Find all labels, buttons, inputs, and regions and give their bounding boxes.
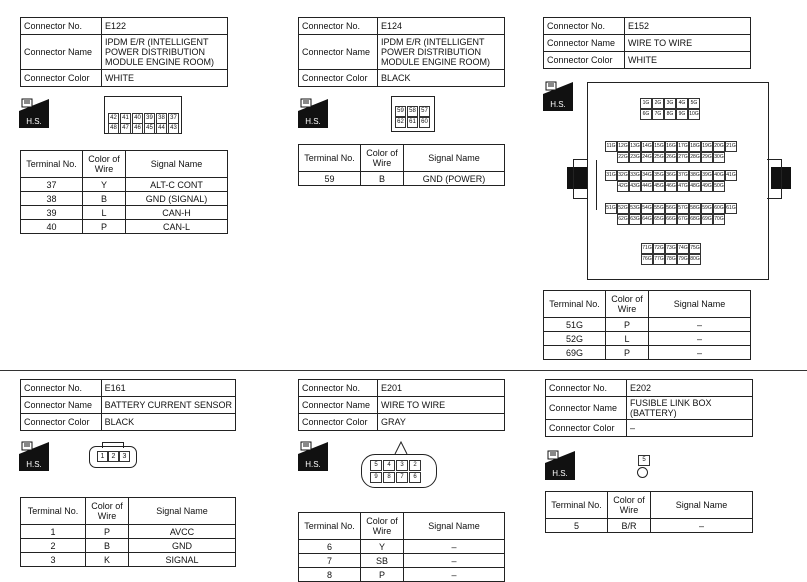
wire-cell: B/R: [608, 519, 651, 533]
hs-label: H.S.: [552, 469, 568, 478]
pin: 41: [120, 113, 131, 124]
connector-name-value: FUSIBLE LINK BOX (BATTERY): [627, 397, 753, 420]
wire-cell: P: [606, 346, 649, 360]
pin: 42G: [617, 181, 629, 192]
pin: 22G: [617, 152, 629, 163]
connector-e122-face: [104, 96, 182, 134]
connector-e202-signal-table: [545, 491, 753, 533]
pin: 1G: [640, 98, 652, 109]
pin: 34G: [641, 170, 653, 181]
pin: 49G: [701, 181, 713, 192]
wire-cell: B: [361, 172, 404, 186]
pin: 38G: [689, 170, 701, 181]
wire-color-header: Color of Wire: [608, 492, 651, 519]
terminal-no-header: Terminal No.: [299, 513, 361, 540]
pin: 74G: [677, 243, 689, 254]
connector-e152-frame: [573, 159, 588, 199]
connector-name-label: Connector Name: [21, 397, 102, 414]
connector-color-label: Connector Color: [546, 420, 627, 437]
pin: 9G: [676, 109, 688, 120]
connector-no-label: Connector No.: [21, 18, 102, 35]
connector-e152-frame: [767, 159, 782, 199]
terminal-cell: 39: [21, 206, 83, 220]
connector-name-label: Connector Name: [546, 397, 627, 420]
pin: 32G: [617, 170, 629, 181]
signal-cell: AVCC: [129, 525, 236, 539]
terminal-no-header: Terminal No.: [299, 145, 361, 172]
pin: 7: [396, 472, 408, 483]
connector-e201-latch: [394, 441, 408, 455]
pin: 37: [168, 113, 179, 124]
connector-name-value: IPDM E/R (INTELLIGENT POWER DISTRIBUTION MODULE ENGINE ROOM): [378, 35, 505, 70]
signal-cell: –: [649, 318, 751, 332]
pin: 51G: [605, 203, 617, 214]
wire-color-header: Color of Wire: [361, 513, 404, 540]
connector-color-label: Connector Color: [21, 414, 102, 431]
connector-e202-header: [545, 379, 753, 437]
table-row: [299, 568, 505, 582]
table-row: [21, 206, 228, 220]
connector-color-label: Connector Color: [544, 52, 625, 69]
table-row: [21, 539, 236, 553]
pin: 46: [132, 123, 143, 134]
pin: 20G: [713, 141, 725, 152]
connector-e161-signal-table: [20, 497, 236, 567]
signal-name-header: Signal Name: [126, 151, 228, 178]
pin: 24G: [641, 152, 653, 163]
pin: 48G: [689, 181, 701, 192]
connector-no-value: E202: [627, 380, 753, 397]
terminal-cell: 1: [21, 525, 86, 539]
connector-latch: [102, 442, 124, 448]
pin: 57G: [677, 203, 689, 214]
pin: 46G: [665, 181, 677, 192]
pin: 39: [144, 113, 155, 124]
signal-cell: CAN-L: [126, 220, 228, 234]
pin: 41G: [725, 170, 737, 181]
pin: 7G: [652, 109, 664, 120]
connector-name-value: IPDM E/R (INTELLIGENT POWER DISTRIBUTION MODULE ENGINE ROOM): [102, 35, 228, 70]
connector-e124-face: [391, 96, 435, 132]
wire-cell: L: [83, 206, 126, 220]
pin: 76G: [641, 254, 653, 265]
hs-label: H.S.: [26, 117, 42, 126]
signal-cell: GND (SIGNAL): [126, 192, 228, 206]
connector-name-value: WIRE TO WIRE: [625, 35, 751, 52]
pin: 61: [407, 117, 418, 128]
wire-color-header: Color of Wire: [83, 151, 126, 178]
pin: 40: [132, 113, 143, 124]
pin: 66G: [665, 214, 677, 225]
wire-color-header: Color of Wire: [606, 291, 649, 318]
connector-no-value: E152: [625, 18, 751, 35]
pin: 65G: [653, 214, 665, 225]
pin: 57: [419, 106, 430, 117]
pin: 59: [395, 106, 406, 117]
pin: 8: [383, 472, 395, 483]
wire-cell: B: [83, 192, 126, 206]
connector-e202-terminal: [637, 467, 648, 478]
pin: 58: [407, 106, 418, 117]
wire-color-header: Color of Wire: [361, 145, 404, 172]
pin: 40G: [713, 170, 725, 181]
connector-no-label: Connector No.: [544, 18, 625, 35]
table-row: [544, 318, 751, 332]
table-row: [544, 332, 751, 346]
connector-e124-header: [298, 17, 505, 87]
connector-no-label: Connector No.: [299, 18, 378, 35]
harness-side-icon: [298, 440, 328, 471]
terminal-cell: 37: [21, 178, 83, 192]
harness-side-icon: [19, 440, 49, 471]
signal-cell: ALT-C CONT: [126, 178, 228, 192]
wire-cell: P: [83, 220, 126, 234]
table-row: [544, 346, 751, 360]
pin: 75G: [689, 243, 701, 254]
pin: 43G: [629, 181, 641, 192]
signal-name-header: Signal Name: [404, 513, 505, 540]
terminal-no-header: Terminal No.: [21, 498, 86, 525]
pin: 80G: [689, 254, 701, 265]
connector-color-value: GRAY: [378, 414, 505, 431]
pin: 43: [168, 123, 179, 134]
pin: 77G: [653, 254, 665, 265]
pin: 12G: [617, 141, 629, 152]
pin: 37G: [677, 170, 689, 181]
hs-label: H.S.: [550, 100, 566, 109]
signal-cell: –: [649, 346, 751, 360]
pin: 13G: [629, 141, 641, 152]
pin: 58G: [689, 203, 701, 214]
pin: 2: [108, 451, 119, 462]
pin: 38: [156, 113, 167, 124]
pin: 45G: [653, 181, 665, 192]
pin: 67G: [677, 214, 689, 225]
connector-slot: [588, 160, 597, 210]
connector-color-value: BLACK: [378, 70, 505, 87]
terminal-cell: 8: [299, 568, 361, 582]
pin: 29G: [701, 152, 713, 163]
connector-e201-header: [298, 379, 505, 431]
wire-cell: SB: [361, 554, 404, 568]
terminal-cell: 38: [21, 192, 83, 206]
terminal-cell: 5: [546, 519, 608, 533]
wire-cell: L: [606, 332, 649, 346]
connector-name-label: Connector Name: [544, 35, 625, 52]
connector-e152-signal-table: [543, 290, 751, 360]
pin: 6G: [640, 109, 652, 120]
signal-cell: –: [404, 568, 505, 582]
table-row: [21, 192, 228, 206]
pin: 52G: [617, 203, 629, 214]
connector-name-value: WIRE TO WIRE: [378, 397, 505, 414]
table-row: [299, 540, 505, 554]
connector-e161-header: [20, 379, 236, 431]
connector-no-label: Connector No.: [299, 380, 378, 397]
table-row: [21, 525, 236, 539]
pin: 10G: [688, 109, 700, 120]
signal-cell: GND (POWER): [404, 172, 505, 186]
connector-e122-signal-table: [20, 150, 228, 234]
pin: 62: [395, 117, 406, 128]
pin: 11G: [605, 141, 617, 152]
connector-color-label: Connector Color: [299, 70, 378, 87]
terminal-no-header: Terminal No.: [546, 492, 608, 519]
connector-no-label: Connector No.: [546, 380, 627, 397]
section-divider: [0, 370, 807, 371]
pin: 4G: [676, 98, 688, 109]
pin: 15G: [653, 141, 665, 152]
wire-cell: P: [361, 568, 404, 582]
hs-label: H.S.: [26, 460, 42, 469]
table-row: [299, 172, 505, 186]
terminal-cell: 59: [299, 172, 361, 186]
pin: 30G: [713, 152, 725, 163]
pin: 62G: [617, 214, 629, 225]
table-row: [21, 178, 228, 192]
connector-e124-signal-table: [298, 144, 505, 186]
harness-side-icon: [298, 97, 328, 128]
pin: 35G: [653, 170, 665, 181]
signal-cell: –: [404, 554, 505, 568]
pin: 72G: [653, 243, 665, 254]
harness-side-icon: [543, 80, 573, 111]
pin: 60: [419, 117, 430, 128]
connector-color-value: –: [627, 420, 753, 437]
wire-cell: P: [86, 525, 129, 539]
signal-cell: –: [651, 519, 753, 533]
connector-e152-header: [543, 17, 751, 69]
connector-color-label: Connector Color: [299, 414, 378, 431]
pin: 1: [97, 451, 108, 462]
pin: 3G: [664, 98, 676, 109]
wire-cell: Y: [361, 540, 404, 554]
signal-name-header: Signal Name: [404, 145, 505, 172]
pin: 25G: [653, 152, 665, 163]
pin: 31G: [605, 170, 617, 181]
pin: 45: [144, 123, 155, 134]
terminal-cell: 7: [299, 554, 361, 568]
pin: 18G: [689, 141, 701, 152]
wire-cell: B: [86, 539, 129, 553]
pin: 48: [108, 123, 119, 134]
pin: 78G: [665, 254, 677, 265]
pin: 73G: [665, 243, 677, 254]
harness-side-icon: [545, 449, 575, 480]
terminal-cell: 40: [21, 220, 83, 234]
connector-name-label: Connector Name: [299, 397, 378, 414]
pin: 53G: [629, 203, 641, 214]
signal-cell: SIGNAL: [129, 553, 236, 567]
pin: 21G: [725, 141, 737, 152]
pin: 33G: [629, 170, 641, 181]
connector-no-value: E161: [101, 380, 235, 397]
connector-no-value: E201: [378, 380, 505, 397]
pin: 69G: [701, 214, 713, 225]
terminal-no-header: Terminal No.: [544, 291, 606, 318]
pin: 44: [156, 123, 167, 134]
pin: 68G: [689, 214, 701, 225]
connector-name-label: Connector Name: [21, 35, 102, 70]
pin: 28G: [689, 152, 701, 163]
pin: 16G: [665, 141, 677, 152]
harness-side-icon: [19, 97, 49, 128]
pin: 2G: [652, 98, 664, 109]
connector-name-label: Connector Name: [299, 35, 378, 70]
terminal-cell: 52G: [544, 332, 606, 346]
connector-no-value: E122: [102, 18, 228, 35]
table-row: [21, 220, 228, 234]
table-row: [546, 519, 753, 533]
connector-no-value: E124: [378, 18, 505, 35]
table-row: [299, 554, 505, 568]
pin: 14G: [641, 141, 653, 152]
connector-color-value: WHITE: [102, 70, 228, 87]
connector-no-label: Connector No.: [21, 380, 102, 397]
pin: 3: [119, 451, 130, 462]
pin: 55G: [653, 203, 665, 214]
pin: 64G: [641, 214, 653, 225]
wire-cell: P: [606, 318, 649, 332]
pin: 4: [383, 460, 395, 471]
connector-name-value: BATTERY CURRENT SENSOR: [101, 397, 235, 414]
signal-cell: CAN-H: [126, 206, 228, 220]
connector-color-value: BLACK: [101, 414, 235, 431]
pin: 5G: [688, 98, 700, 109]
connector-e122-header: [20, 17, 228, 87]
pin: 71G: [641, 243, 653, 254]
pin: 61G: [725, 203, 737, 214]
pin: 50G: [713, 181, 725, 192]
signal-name-header: Signal Name: [651, 492, 753, 519]
signal-cell: –: [649, 332, 751, 346]
pin: 70G: [713, 214, 725, 225]
connector-e161-face: [89, 446, 137, 468]
wire-cell: Y: [83, 178, 126, 192]
signal-cell: GND: [129, 539, 236, 553]
terminal-no-header: Terminal No.: [21, 151, 83, 178]
connector-e202-pin-label: 5: [638, 455, 650, 466]
connector-e201-signal-table: [298, 512, 505, 582]
signal-name-header: Signal Name: [649, 291, 751, 318]
pin: 63G: [629, 214, 641, 225]
wire-cell: K: [86, 553, 129, 567]
pin: 47: [120, 123, 131, 134]
terminal-cell: 3: [21, 553, 86, 567]
hs-label: H.S.: [305, 460, 321, 469]
pin: 56G: [665, 203, 677, 214]
pin: 6: [409, 472, 421, 483]
table-row: [21, 553, 236, 567]
terminal-cell: 2: [21, 539, 86, 553]
terminal-cell: 69G: [544, 346, 606, 360]
pin: 3: [396, 460, 408, 471]
wire-color-header: Color of Wire: [86, 498, 129, 525]
hs-label: H.S.: [305, 117, 321, 126]
pin: 44G: [641, 181, 653, 192]
pin: 26G: [665, 152, 677, 163]
terminal-cell: 6: [299, 540, 361, 554]
terminal-cell: 51G: [544, 318, 606, 332]
pin: 36G: [665, 170, 677, 181]
pin: 59G: [701, 203, 713, 214]
pin: 54G: [641, 203, 653, 214]
pin: 19G: [701, 141, 713, 152]
pin: 60G: [713, 203, 725, 214]
pin: 42: [108, 113, 119, 124]
pin: 47G: [677, 181, 689, 192]
pin: 79G: [677, 254, 689, 265]
pin: 23G: [629, 152, 641, 163]
pin: 27G: [677, 152, 689, 163]
pin: 17G: [677, 141, 689, 152]
signal-cell: –: [404, 540, 505, 554]
connector-e201-face: [361, 454, 437, 488]
pin: 39G: [701, 170, 713, 181]
pin: 5: [370, 460, 382, 471]
connector-color-value: WHITE: [625, 52, 751, 69]
signal-name-header: Signal Name: [129, 498, 236, 525]
pin: 9: [370, 472, 382, 483]
pin: 2: [409, 460, 421, 471]
pin: 8G: [664, 109, 676, 120]
connector-color-label: Connector Color: [21, 70, 102, 87]
